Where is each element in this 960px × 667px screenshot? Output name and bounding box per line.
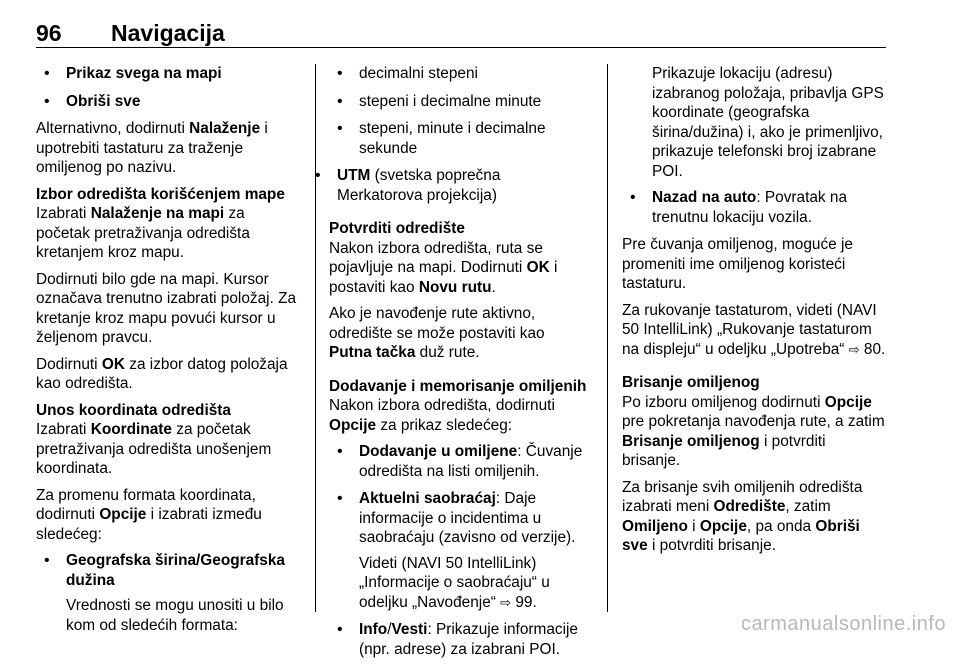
list-item: • Geografska širina/Geografska dužina Vrednosti se mogu unositi u bilo kom od sledećih formata: xyxy=(36,551,302,635)
list-item: • Aktuelni saobraćaj: Daje informacije o incidentima u saobraćaju (zavisno od verzije). Videti (NAVI 50 IntelliLink) „Informacije o saobraćaju“ u odeljku „Navođenje“ ⇨ 99. xyxy=(329,489,589,612)
list-item: • stepeni i decimalne minute xyxy=(329,92,589,112)
subheading: Izbor odredišta korišćenjem mape xyxy=(36,185,285,203)
paragraph: Prikazuje lokaciju (adresu) izabranog položaja, pribavlja GPS koordinate (geografska širina/dužina) i, ako je primenljivo, prikazuje telefonski broj izabrane POI. xyxy=(652,65,884,180)
list-item: • decimalni stepeni xyxy=(329,64,589,84)
column-1 xyxy=(36,64,302,643)
list-item-detail: Videti (NAVI 50 IntelliLink) „Informacije o saobraćaju“ u odeljku „Navođenje“ ⇨ 99. xyxy=(359,554,550,611)
page-reference-arrow-icon: ⇨ xyxy=(848,341,860,357)
paragraph: Pre čuvanja omiljenog, moguće je promeniti ime omiljenog koristeći tastaturu. xyxy=(622,236,853,292)
paragraph: Po izboru omiljenog dodirnuti Opcije pre pokretanja navođenja rute, a zatim Brisanje omiljenog i potvrditi brisanje. xyxy=(622,393,885,469)
paragraph: Izabrati Koordinate za početak pretraživanja odredišta unošenjem koordinata. xyxy=(36,421,272,477)
list-item: • Dodavanje u omiljene: Čuvanje odredišta na listi omiljenih. xyxy=(329,442,589,481)
list-item: • Nazad na auto: Povratak na trenutnu lokaciju vozila. xyxy=(622,188,887,227)
page-number: 96 xyxy=(36,20,62,46)
paragraph: Izabrati Nalaženje na mapi za početak pretraživanja odredišta kretanjem kroz mapu. xyxy=(36,205,250,261)
list-item: • stepeni, minute i decimalne sekunde xyxy=(329,119,589,158)
subheading: Brisanje omiljenog xyxy=(622,374,760,391)
paragraph: Nakon izbora odredišta, dodirnuti Opcije za prikaz sledećeg: xyxy=(329,397,555,434)
bullet-list xyxy=(36,551,302,635)
paragraph: Za promenu formata koordinata, dodirnuti Opcije i izabrati između sledećeg: xyxy=(36,486,262,543)
paragraph: Nakon izbora odredišta, ruta se pojavljuje na mapi. Dodirnuti OK i postaviti kao Novu rutu. xyxy=(329,239,558,296)
header-divider xyxy=(36,47,886,48)
column-2 xyxy=(329,64,589,667)
list-item: • UTM (svetska poprečna Merkatorova projekcija) xyxy=(307,166,589,205)
paragraph: Dodirnuti bilo gde na mapi. Kursor označava trenutno izabrati položaj. Za kretanje kroz mapu povući kursor u željenom pravcu. xyxy=(36,270,297,346)
subheading: Dodavanje i memorisanje omiljenih xyxy=(329,377,587,395)
subheading: Unos koordinata odredišta xyxy=(36,401,231,419)
subheading: Potvrditi odredište xyxy=(329,220,465,237)
paragraph: Ako je navođenje rute aktivno, odredište se može postaviti kao Putna tačka duž rute. xyxy=(329,305,545,361)
page-header xyxy=(36,20,886,50)
bullet-list xyxy=(36,64,302,111)
bullet-list xyxy=(307,166,589,205)
list-item-detail: Vrednosti se mogu unositi u bilo kom od sledećih formata: xyxy=(66,597,284,634)
list-item: • Prikaz svega na mapi xyxy=(36,64,302,84)
watermark: carmanualsonline.info xyxy=(740,613,946,635)
page-reference-arrow-icon: ⇨ xyxy=(500,594,512,610)
paragraph: Za rukovanje tastaturom, videti (NAVI 50 IntelliLink) „Rukovanje tastaturom na displeju“ u odeljku „Upotreba“ ⇨ 80. xyxy=(622,301,886,358)
list-item: • Info/Vesti: Prikazuje informacije (npr. adrese) za izabrani POI. xyxy=(329,620,589,659)
paragraph: Za brisanje svih omiljenih odredišta izabrati meni Odredište, zatim Omiljeno i Opcije, pa onda Obriši sve i potvrditi brisanje. xyxy=(622,478,863,554)
bullet-list xyxy=(329,64,589,158)
list-item: • Obriši sve xyxy=(36,92,302,112)
column-3 xyxy=(622,64,887,563)
column-divider-2 xyxy=(607,64,608,612)
paragraph: Dodirnuti OK za izbor datog položaja kao odredišta. xyxy=(36,355,288,392)
column-divider-1 xyxy=(315,64,316,612)
section-title: Navigacija xyxy=(111,20,225,46)
bullet-list xyxy=(622,188,887,227)
bullet-list xyxy=(329,442,589,659)
paragraph: Alternativno, dodirnuti Nalaženje i upotrebiti tastaturu za traženje omiljenog po nazivu. xyxy=(36,120,268,176)
